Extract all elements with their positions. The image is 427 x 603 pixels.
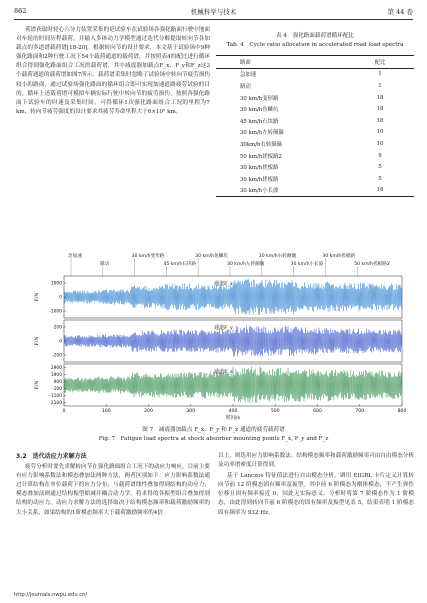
segment-label: 30 km/h鱼鳞坑 (195, 254, 228, 259)
table-cell-ratio: 18 (376, 94, 384, 101)
table-cell-road: 制动 (240, 83, 251, 90)
y-tick-label: -200 (52, 353, 62, 359)
table-cell-road: 30 km/h变形路 (240, 95, 279, 102)
table-row (216, 115, 414, 127)
x-tick-label: 100 (101, 409, 111, 414)
segment-label: 30 km/h搓板路 (322, 254, 356, 259)
table-row (216, 127, 414, 139)
volume-number: 第 44 卷 (387, 8, 413, 16)
table-header-row (216, 56, 414, 69)
section-title: 3.2 迭代动应力求解方法 (16, 453, 87, 460)
table-cell-road: 30 km/h搓板路 (240, 165, 279, 172)
panel-frame (64, 320, 402, 362)
header-rule (14, 19, 413, 20)
x-tick-label: 800 (397, 409, 407, 414)
segment-label: 30 km/h左转颠簸 (227, 262, 265, 267)
table-header-road: 路面 (240, 59, 251, 66)
panel-label: 通道F_z (214, 369, 233, 375)
table-cell-ratio: 10 (376, 140, 384, 147)
y-tick-label: -1100 (49, 394, 62, 400)
table-row (216, 185, 414, 197)
table-row (216, 173, 414, 185)
method-paragraph: 疲劳分析时要先求解转向节在强化路面组合工况下的动应力响应，目前主要有应力影响系数法和模态叠加法两种方法，两者区别如下：应力影响系数法通过计算结构在单位载荷下的应力分布，与载荷谱线性叠加得到结构的动应力；模态叠加法则通过结构振型缩减并耦合动力学，将求得的各振型组合叠加得到结构的动应力。动应力求解方法的选择取决于结构模态频率和载荷激励频率的大小关系，如果结构的1阶模态频率大于载荷激励频率的4倍 (16, 464, 210, 516)
table-cell-road: 30 km/h鱼鳞坑 (240, 107, 279, 114)
intro-paragraph: 荷谱获取时轮心六分力装置采集的是试验车在试验场各强化路面行驶中地面对车轮的时间历程载荷，并输入多体动力学模型通过迭代分解提取转向节各加载点的多道谱载荷谱[18-20]。根据转向节的设计要求，本文基于试验场中9种强化路面和2种行驶工况下54个载荷通道的载荷谱，并按照表4的配比进行循环组合得到强化路面组合工况的载荷谱，其中减震器加载点F_x、F_y和F_z这3个载荷通道的载荷谱如图7所示。载荷谱采集时忽略了试验场中转向节疲劳损伤较小的路面，通过试验场强化路面的循环组合即可实现加速道路疲劳试验的目的。循环上述载荷谱可模拟车辆实际行驶中转向节的疲劳损伤，按照各强化路面下试验车的时速及采集时间，可得循环1次强化路面组合工况的里程为7 km，转向节疲劳强度的设计要求其疲劳寿命里程大于6×10⁵ km。 (16, 27, 210, 115)
ratio-table (216, 55, 414, 197)
table-header-ratio: 配比 (374, 59, 386, 66)
x-tick-label: 600 (313, 409, 322, 414)
figure-caption-en: Fig. 7 Fatigue load spectra at shock absorber mounting points F_x, F_y and F_z (98, 436, 329, 442)
left-column-top (16, 26, 210, 117)
table-cell-ratio: 18 (376, 117, 384, 124)
table-cell-road: 50 km/h搓板路2 (240, 153, 282, 160)
page-header (14, 5, 413, 19)
table-cell-road: 急加速 (240, 72, 257, 79)
segment-label: 急加速 (68, 254, 82, 259)
table-cell-ratio: 5 (378, 175, 382, 182)
journal-name: 机械科学与技术 (190, 8, 237, 16)
table-cell-road: 30km/h右转颠簸 (240, 141, 283, 148)
table-row (216, 92, 414, 104)
footer-url: http://journals.nwpu.edu.cn/ (14, 592, 88, 598)
x-tick-label: 400 (228, 409, 238, 414)
table-row (216, 68, 414, 80)
y-tick-label: 2900 (50, 366, 62, 372)
table-cell-road: 45 km/h石块路 (240, 118, 279, 125)
table-cell-ratio: 18 (376, 187, 384, 194)
table-caption-en: Tab. 4 Cycle ratio allocation in accelerated road load spectra (226, 42, 404, 48)
y-tick-label: -1000 (49, 309, 62, 315)
table-row (216, 80, 414, 92)
y-tick-label: -100 (52, 387, 62, 393)
y-tick-label: 200 (53, 325, 62, 331)
table-row (216, 150, 414, 162)
figure-caption-cn: 图 7 减震器加载点 F_x、F_y 和 F_z 通道的疲劳载荷谱 (142, 427, 285, 433)
y-tick-label: 1000 (50, 281, 62, 287)
signal-trace (64, 326, 402, 357)
table-cell-road: 30 km/h小长波 (240, 188, 279, 195)
table-cell-ratio: 5 (378, 164, 382, 171)
panel-label: 通道F_x (214, 281, 233, 287)
right-column-bottom (218, 452, 414, 518)
table-row (216, 161, 414, 173)
y-axis-label: F/N (34, 292, 40, 302)
x-tick-label: 200 (144, 409, 153, 414)
page-number: 862 (14, 7, 27, 15)
panel-frame (64, 276, 402, 318)
table-row (216, 138, 414, 150)
x-tick-label: 300 (186, 409, 196, 414)
x-tick-label: 700 (355, 409, 365, 414)
segment-label: 30 km/h小长波 (290, 262, 324, 267)
segment-label: 30 km/h变形路 (131, 254, 165, 259)
left-column-bottom (16, 452, 210, 518)
table-cell-ratio: 1 (378, 82, 382, 89)
y-axis-label: F/N (34, 336, 40, 346)
panel-label: 通道F_y (214, 325, 233, 331)
y-axis-label: F/N (34, 380, 40, 390)
table-cell-road: 30 km/h搓板路 (240, 176, 279, 183)
table-row (216, 103, 414, 115)
x-tick-label: 500 (270, 409, 280, 414)
table-cell-ratio: 10 (376, 129, 384, 136)
table-cell-ratio: 18 (376, 106, 384, 113)
table-cell-road: 30 km/h左转颠簸 (240, 130, 284, 137)
y-tick-label: 900 (53, 380, 62, 386)
load-spectra-figure (30, 250, 410, 422)
y-tick-label: 0 (59, 295, 62, 301)
y-tick-label: 0 (59, 339, 62, 345)
y-tick-label: -2100 (49, 401, 62, 407)
continuation-paragraph: 以上，则选用应力影响系数法。结构模态频率和载荷激励频率可由自由模态分析及功率谱密度计算得到。 (218, 453, 414, 469)
modal-paragraph: 基于 Lanczos 特征值法进行自由模态分析，调用 EIGRL 卡片定义计算转向节前 12 阶模态固有频率及振型。其中前 6 阶模态为刚体模态，不产生弹性位移且固有频率接近 0，因此无实际意义。分析时将第 7 阶模态作为 1 阶模态，由此得到转向节前 6 阶模态的固有频率及振型见表 5，结果表明 1 阶模态固有频率为 932 Hz。 (218, 473, 414, 516)
segment-label: 45 km/h石块路 (163, 262, 197, 267)
segment-label: 制动 (99, 262, 110, 267)
x-axis-label: 时间/s (225, 415, 241, 421)
table-cell-ratio: 1 (378, 71, 382, 78)
y-tick-label: 1900 (50, 373, 62, 379)
x-tick-label: 0 (62, 409, 66, 414)
signal-trace (64, 279, 402, 314)
table-cell-ratio: 9 (378, 152, 382, 159)
signal-trace (64, 367, 402, 404)
segment-label: 30 km/h右转颠簸 (258, 254, 297, 259)
segment-label: 50 km/h搓板路2 (354, 262, 390, 267)
table-caption-cn: 表 4 强化路面载荷谱循环配比 (275, 33, 355, 39)
